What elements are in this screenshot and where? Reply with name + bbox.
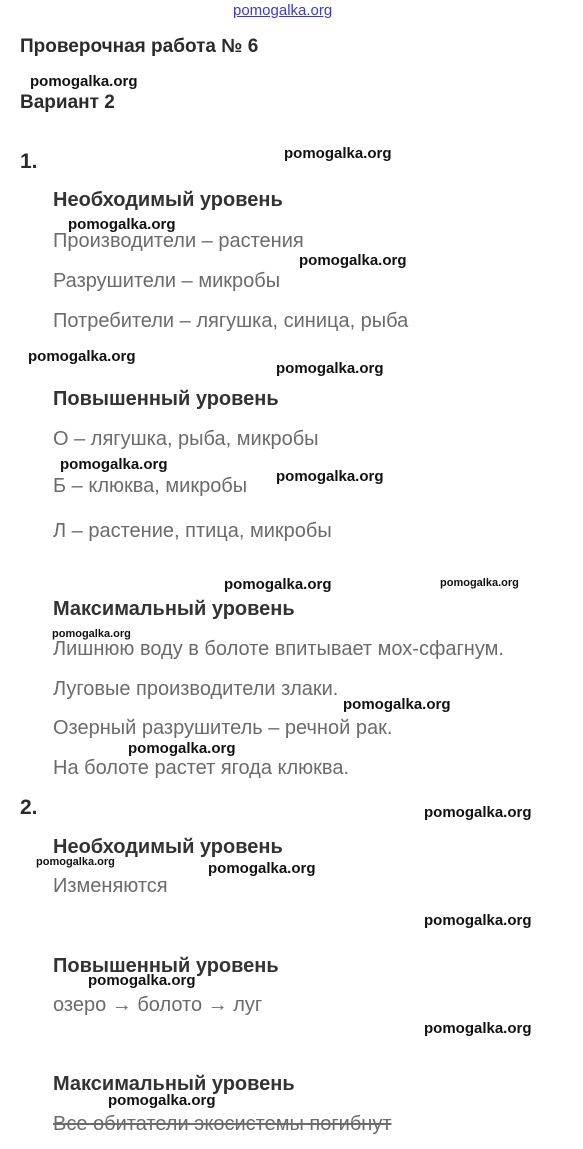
watermark: pomogalka.org — [30, 73, 138, 90]
site-link-top[interactable]: pomogalka.org — [233, 2, 333, 19]
task-1-maximum-line: На болоте растет ягода клюква. — [53, 757, 350, 779]
task-2-maximum-heading: Максимальный уровень — [53, 1073, 295, 1095]
task-1-advanced-line: О – лягушка, рыба, микробы — [53, 428, 319, 450]
task-1-advanced-line: Л – растение, птица, микробы — [53, 520, 332, 542]
watermark: pomogalka.org — [128, 740, 236, 757]
watermark: pomogalka.org — [276, 468, 384, 485]
task-2-basic-answer: Изменяются — [53, 875, 168, 897]
watermark: pomogalka.org — [28, 348, 136, 365]
task-1-basic-line: Потребители – лягушка, синица, рыба — [53, 310, 409, 332]
task-1-maximum-heading: Максимальный уровень — [53, 598, 295, 620]
task-1-basic-line: Разрушители – микробы — [53, 270, 281, 292]
watermark: pomogalka.org — [276, 360, 384, 377]
task-1-advanced-heading: Повышенный уровень — [53, 388, 279, 410]
task-2-advanced-heading: Повышенный уровень — [53, 955, 279, 977]
watermark: pomogalka.org — [424, 804, 532, 821]
task-1-maximum-line: Луговые производители злаки. — [53, 678, 339, 700]
task-2-basic-heading: Необходимый уровень — [53, 836, 283, 858]
task-1-basic-heading: Необходимый уровень — [53, 189, 283, 211]
watermark: pomogalka.org — [208, 860, 316, 877]
watermark: pomogalka.org — [36, 856, 115, 868]
task-1-maximum-line: Озерный разрушитель – речной рак. — [53, 717, 393, 739]
variant-label: Вариант 2 — [20, 92, 115, 113]
page-title: Проверочная работа № 6 — [20, 36, 259, 57]
watermark: pomogalka.org — [88, 972, 196, 989]
watermark: pomogalka.org — [299, 252, 407, 269]
watermark: pomogalka.org — [343, 696, 451, 713]
watermark: pomogalka.org — [424, 1020, 532, 1037]
task-2-maximum-answer: Все обитатели экосистемы погибнут — [53, 1113, 392, 1135]
task-1-number: 1. — [20, 150, 38, 173]
watermark: pomogalka.org — [284, 145, 392, 162]
task-2-advanced-answer: озеро → болото → луг — [53, 994, 263, 1016]
task-1-maximum-line: Лишнюю воду в болоте впитывает мох-сфагнум. — [53, 638, 504, 660]
task-2-number: 2. — [20, 796, 38, 819]
task-1-basic-line: Производители – растения — [53, 230, 304, 252]
watermark: pomogalka.org — [108, 1092, 216, 1109]
watermark: pomogalka.org — [68, 216, 176, 233]
watermark: pomogalka.org — [424, 912, 532, 929]
task-1-advanced-line: Б – клюква, микробы — [53, 475, 248, 497]
watermark: pomogalka.org — [224, 576, 332, 593]
watermark: pomogalka.org — [440, 577, 519, 589]
watermark: pomogalka.org — [52, 628, 131, 640]
watermark: pomogalka.org — [60, 456, 168, 473]
